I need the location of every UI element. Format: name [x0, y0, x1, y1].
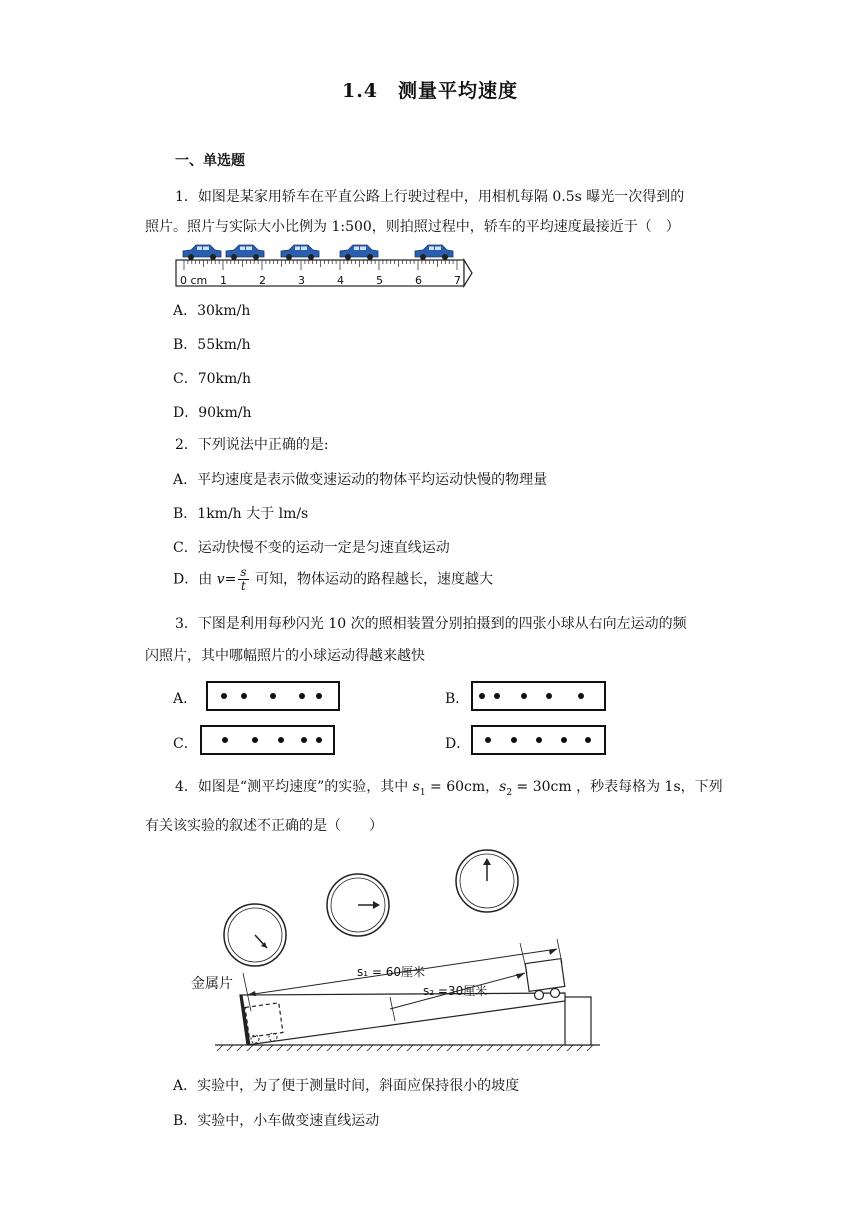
metal-plate-label: 金属片	[191, 976, 233, 992]
ball	[301, 737, 307, 743]
q1-stem-line1: 1．如图是某家用轿车在平直公路上行驶过程中，用相机每隔 0.5s 曝光一次得到的	[175, 189, 685, 205]
ball	[299, 693, 305, 699]
q2-option-a[interactable]: A．平均速度是表示做变速运动的物体平均运动快慢的物理量	[173, 472, 548, 488]
car-icon	[281, 245, 319, 260]
q1-option-b[interactable]: B．55km/h	[173, 337, 251, 353]
ball	[485, 737, 491, 743]
q4-stem-line2: 有关该实验的叙述不正确的是（ ）	[145, 818, 383, 834]
ruler-label: 3	[298, 274, 305, 287]
q2-stem: 2．下列说法中正确的是:	[175, 437, 329, 453]
ruler-label: 1	[220, 274, 227, 287]
ball	[585, 737, 591, 743]
incline-board	[240, 993, 565, 1045]
q4-option-a[interactable]: A．实验中，为了便于测量时间，斜面应保持很小的坡度	[173, 1078, 520, 1094]
fraction-denominator: t	[241, 579, 246, 593]
stopwatch-middle-icon	[327, 874, 389, 936]
q4-option-b[interactable]: B．实验中，小车做变速直线运动	[173, 1113, 380, 1129]
q3-option-c-label[interactable]: C．	[173, 736, 198, 752]
ball	[252, 737, 258, 743]
q3-option-d-photo[interactable]	[471, 725, 606, 755]
car-icon	[340, 245, 378, 260]
ball	[221, 693, 227, 699]
s2-distance-label: s₂ =30厘米	[423, 984, 488, 998]
section-heading: 一、单选题	[175, 153, 245, 169]
ground	[215, 1045, 600, 1051]
q3-option-b-photo[interactable]	[471, 681, 606, 711]
s2-value: = 30cm	[512, 779, 572, 795]
s2-symbol: s	[499, 779, 507, 795]
s1-value: = 60cm，	[425, 779, 500, 795]
ball	[278, 737, 284, 743]
q4-stem-text-b: ，秒表每格为 1s，下列	[571, 779, 723, 795]
q3-option-a-photo[interactable]	[206, 681, 340, 711]
ball	[536, 737, 542, 743]
s2-subscript: 2	[506, 787, 513, 798]
q4-stem-line1	[175, 776, 755, 804]
ball	[546, 693, 552, 699]
q3-option-a-label[interactable]: A．	[173, 691, 198, 707]
support-block	[565, 997, 591, 1045]
q1-option-c[interactable]: C．70km/h	[173, 371, 252, 387]
q3-stem-line2: 闪照片，其中哪幅照片的小球运动得越来越快	[145, 648, 425, 664]
s1-distance-label: s₁ = 60厘米	[357, 965, 426, 979]
equals-sign: =	[224, 571, 237, 588]
ball	[270, 693, 276, 699]
q2-option-d-prefix: D．由	[173, 571, 217, 588]
q3-option-b-label[interactable]: B．	[445, 691, 470, 707]
q1-stem-line2: 照片。照片与实际大小比例为 1:500，则拍照过程中，轿车的平均速度最接近于（ ）	[145, 219, 680, 235]
q3-option-c-photo[interactable]	[200, 725, 335, 755]
velocity-symbol: v	[216, 571, 225, 588]
car-positions	[183, 245, 453, 260]
q4-stem-text-a: 4．如图是“测平均速度”的实验，其中	[175, 779, 413, 795]
q3-stem-line1: 3．下图是利用每秒闪光 10 次的照相装置分别拍摄到的四张小球从右向左运动的频	[175, 616, 687, 632]
ruler-label: 2	[259, 274, 266, 287]
q2-option-b[interactable]: B．1km/h 大于 lm/s	[173, 506, 309, 522]
ball	[316, 737, 322, 743]
ruler-label: 0 cm	[180, 274, 208, 287]
ball	[511, 737, 517, 743]
ball	[241, 693, 247, 699]
fraction-s-over-t	[238, 566, 248, 593]
page-title: 1.4 测量平均速度	[341, 80, 519, 102]
ball	[521, 693, 527, 699]
ball	[316, 693, 322, 699]
ruler-label: 7	[454, 274, 461, 287]
ball	[222, 737, 228, 743]
q3-option-d-label[interactable]: D．	[445, 736, 471, 752]
incline-experiment-figure	[185, 845, 605, 1060]
fraction-numerator: s	[240, 565, 247, 579]
car-icon	[415, 245, 453, 260]
stopwatch-right-icon	[456, 850, 518, 912]
ruler-label: 6	[415, 274, 422, 287]
ruler-label: 5	[376, 274, 383, 287]
car-ruler-figure	[172, 240, 477, 290]
car-icon	[183, 245, 221, 260]
s1-symbol: s	[412, 779, 420, 795]
q2-option-d[interactable]	[173, 566, 493, 593]
ball	[494, 693, 500, 699]
q1-option-a[interactable]: A．30km/h	[173, 303, 251, 319]
stopwatch-left-icon	[224, 904, 286, 966]
q1-option-d[interactable]: D．90km/h	[173, 405, 252, 421]
q2-option-c[interactable]: C．运动快慢不变的运动一定是匀速直线运动	[173, 540, 450, 556]
ruler-label: 4	[337, 274, 344, 287]
s1-subscript: 1	[419, 787, 426, 798]
car-icon	[226, 245, 264, 260]
ball	[479, 693, 485, 699]
ball	[561, 737, 567, 743]
q2-option-d-suffix: 可知，物体运动的路程越长，速度越大	[250, 571, 493, 588]
ball	[578, 693, 584, 699]
